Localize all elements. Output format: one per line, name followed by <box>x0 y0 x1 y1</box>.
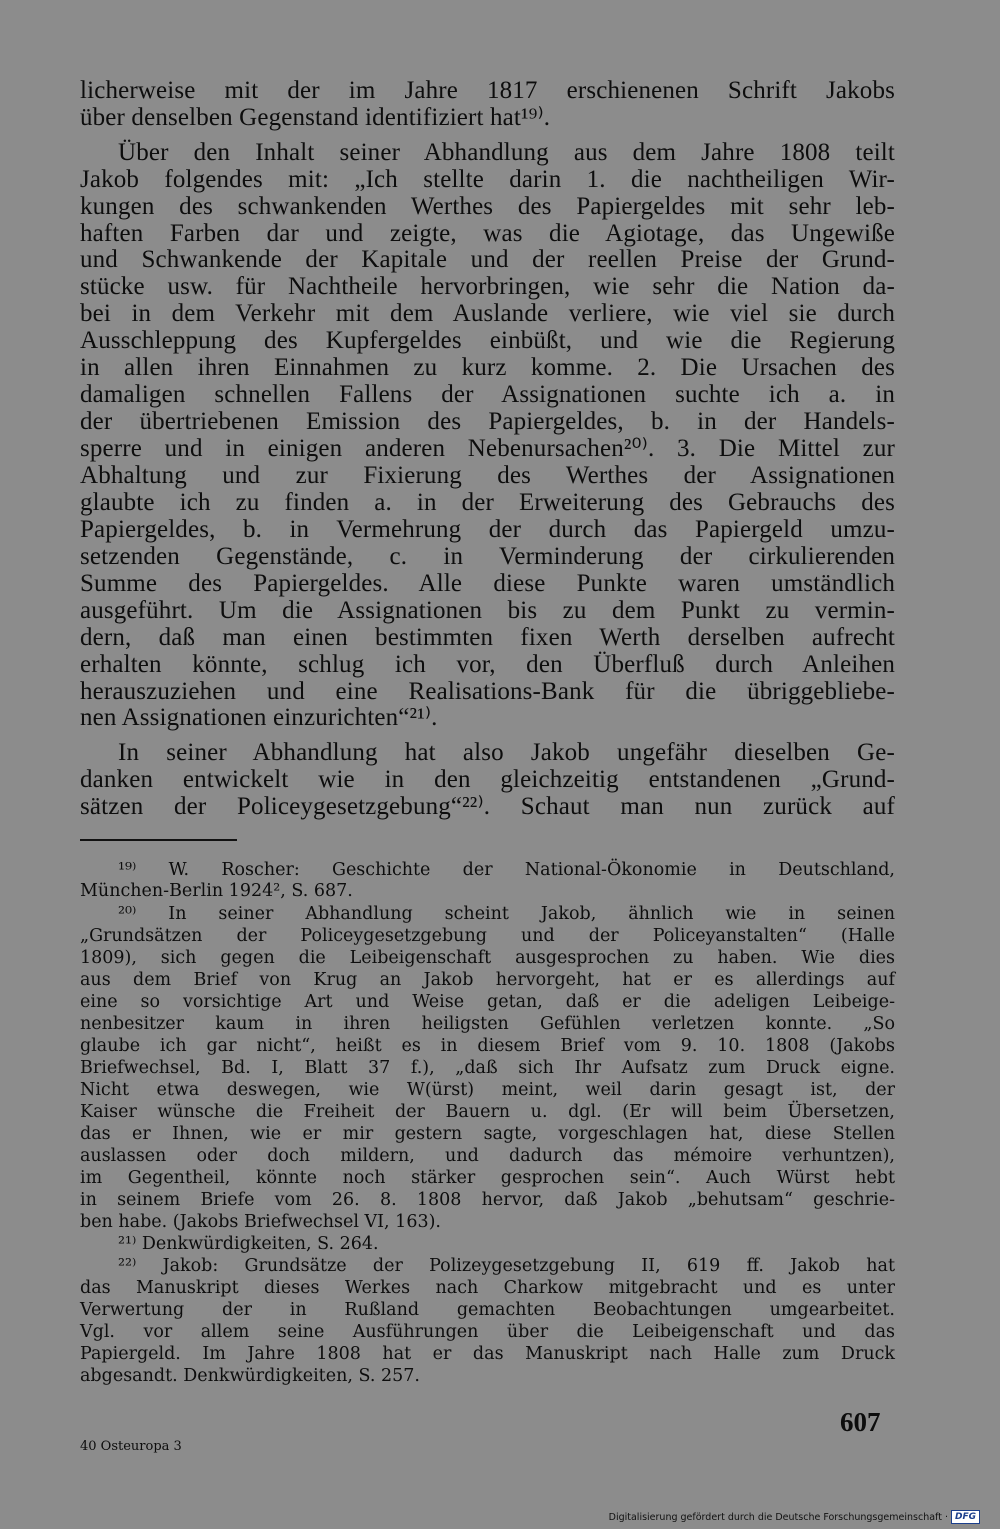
footnote-line: im Gegentheil, könnte noch stärker gesprochen sein“. Auch Würst hebt <box>80 1168 895 1188</box>
footnote-line: ben habe. (Jakobs Briefwechsel VI, 163). <box>80 1212 441 1232</box>
dfg-logo: DFG <box>951 1510 980 1524</box>
main-line: nen Assignationen einzurichten“²¹⁾. <box>80 704 438 731</box>
main-line: herauszuziehen und eine Realisations-Bank für die übriggebliebe- <box>80 678 895 705</box>
footnote-line: auslassen oder doch mildern, und dadurch das mémoire verhuntzen), <box>80 1146 895 1166</box>
main-line: über denselben Gegenstand identifiziert hat¹⁹⁾. <box>80 104 551 131</box>
main-line: ausgeführt. Um die Assignationen bis zu dem Punkt zu vermin- <box>80 597 895 624</box>
main-line: Summe des Papiergeldes. Alle diese Punkte waren umständlich <box>80 570 895 597</box>
main-line: In seiner Abhandlung hat also Jakob ungefähr dieselben Ge- <box>118 739 895 766</box>
footnote-line: ¹⁹⁾ W. Roscher: Geschichte der National-Ökonomie in Deutschland, <box>118 860 895 880</box>
footnote-line: glaube ich gar nicht“, heißt es in diesem Brief vom 9. 10. 1808 (Jakobs <box>80 1036 895 1056</box>
main-line: sätzen der Policeygesetzgebung“²²⁾. Schaut man nun zurück auf <box>80 793 895 820</box>
main-line: glaubte ich zu finden a. in der Erweiterung des Gebrauchs des <box>80 489 895 516</box>
main-line: Über den Inhalt seiner Abhandlung aus dem Jahre 1808 teilt <box>118 139 895 166</box>
footnote-line: ²²⁾ Jakob: Grundsätze der Polizeygesetzgebung II, 619 ff. Jakob hat <box>118 1256 895 1276</box>
footnote-line: Kaiser wünsche die Freiheit der Bauern u. dgl. (Er will beim Übersetzen, <box>80 1102 895 1122</box>
main-line: bei in dem Verkehr mit dem Auslande verliere, wie viel sie durch <box>80 300 895 327</box>
footnote-line: Verwertung der in Rußland gemachten Beobachtungen umgearbeitet. <box>80 1300 895 1320</box>
main-line: und Schwankende der Kapitale und der reellen Preise der Grund- <box>80 246 895 273</box>
footnote-line: abgesandt. Denkwürdigkeiten, S. 257. <box>80 1366 420 1386</box>
footnote-separator <box>80 839 237 841</box>
footnote-line: Nicht etwa deswegen, wie W(ürst) meint, weil darin gesagt ist, der <box>80 1080 895 1100</box>
main-line: damaligen schnellen Fallens der Assignationen suchte ich a. in <box>80 381 895 408</box>
main-line: licherweise mit der im Jahre 1817 erschienenen Schrift Jakobs <box>80 77 895 104</box>
main-line: danken entwickelt wie in den gleichzeitig entstandenen „Grund- <box>80 766 895 793</box>
credit-text: Digitalisierung gefördert durch die Deutsche Forschungsgemeinschaft · <box>608 1511 948 1523</box>
main-line: Papiergeldes, b. in Vermehrung der durch das Papiergeld umzu- <box>80 516 895 543</box>
footnote-line: nenbesitzer kaum in ihren heiligsten Gefühlen verletzen konnte. „So <box>80 1014 895 1034</box>
main-line: stücke usw. für Nachtheile hervorbringen, wie sehr die Nation da- <box>80 273 895 300</box>
footnote-line: ²¹⁾ Denkwürdigkeiten, S. 264. <box>118 1234 379 1254</box>
main-line: Abhaltung und zur Fixierung des Werthes der Assignationen <box>80 462 895 489</box>
main-line: setzenden Gegenstände, c. in Verminderung der cirkulierenden <box>80 543 895 570</box>
main-line: in allen ihren Einnahmen zu kurz komme. 2. Die Ursachen des <box>80 354 895 381</box>
footnote-line: München-Berlin 1924², S. 687. <box>80 881 353 901</box>
footnote-line: Papiergeld. Im Jahre 1808 hat er das Manuskript nach Halle zum Druck <box>80 1344 895 1364</box>
footnote-line: in seinem Briefe vom 26. 8. 1808 hervor, daß Jakob „behutsam“ geschrie- <box>80 1190 895 1210</box>
main-line: haften Farben dar und zeigte, was die Agiotage, das Ungewiße <box>80 220 895 247</box>
footnote-line: „Grundsätzen der Policeygesetzgebung und der Policeyanstalten“ (Halle <box>80 926 895 946</box>
footnote-line: aus dem Brief von Krug an Jakob hervorgeht, hat er es allerdings auf <box>80 970 895 990</box>
main-line: dern, daß man einen bestimmten fixen Werth derselben aufrecht <box>80 624 895 651</box>
footnote-line: das Manuskript dieses Werkes nach Charkow mitgebracht und es unter <box>80 1278 895 1298</box>
main-line: Jakob folgendes mit: „Ich stellte darin 1. die nachtheiligen Wir- <box>80 166 895 193</box>
main-line: sperre und in einigen anderen Nebenursachen²⁰⁾. 3. Die Mittel zur <box>80 435 895 462</box>
footnote-line: 1809), sich gegen die Leibeigenschaft ausgesprochen zu haben. Wie dies <box>80 948 895 968</box>
footnote-line: ²⁰⁾ In seiner Abhandlung scheint Jakob, ähnlich wie in seinen <box>118 904 895 924</box>
digitization-credit <box>609 1509 980 1525</box>
footnote-line: Vgl. vor allem seine Ausführungen über die Leibeigenschaft und das <box>80 1322 895 1342</box>
main-line: der übertriebenen Emission des Papiergeldes, b. in der Handels- <box>80 408 895 435</box>
printer-signature: 40 Osteuropa 3 <box>80 1439 182 1454</box>
page-number: 607 <box>840 1407 881 1437</box>
main-line: erhalten könnte, schlug ich vor, den Überfluß durch Anleihen <box>80 651 895 678</box>
footnote-line: Briefwechsel, Bd. I, Blatt 37 f.), „daß sich Ihr Aufsatz zum Druck eigne. <box>80 1058 895 1078</box>
main-line: kungen des schwankenden Werthes des Papiergeldes mit sehr leb- <box>80 193 895 220</box>
main-line: Ausschleppung des Kupfergeldes einbüßt, und wie die Regierung <box>80 327 895 354</box>
footnote-line: eine so vorsichtige Art und Weise getan, daß er die adeligen Leibeige- <box>80 992 895 1012</box>
footnote-line: das er Ihnen, wie er mir gestern sagte, vorgeschlagen hat, diese Stellen <box>80 1124 895 1144</box>
